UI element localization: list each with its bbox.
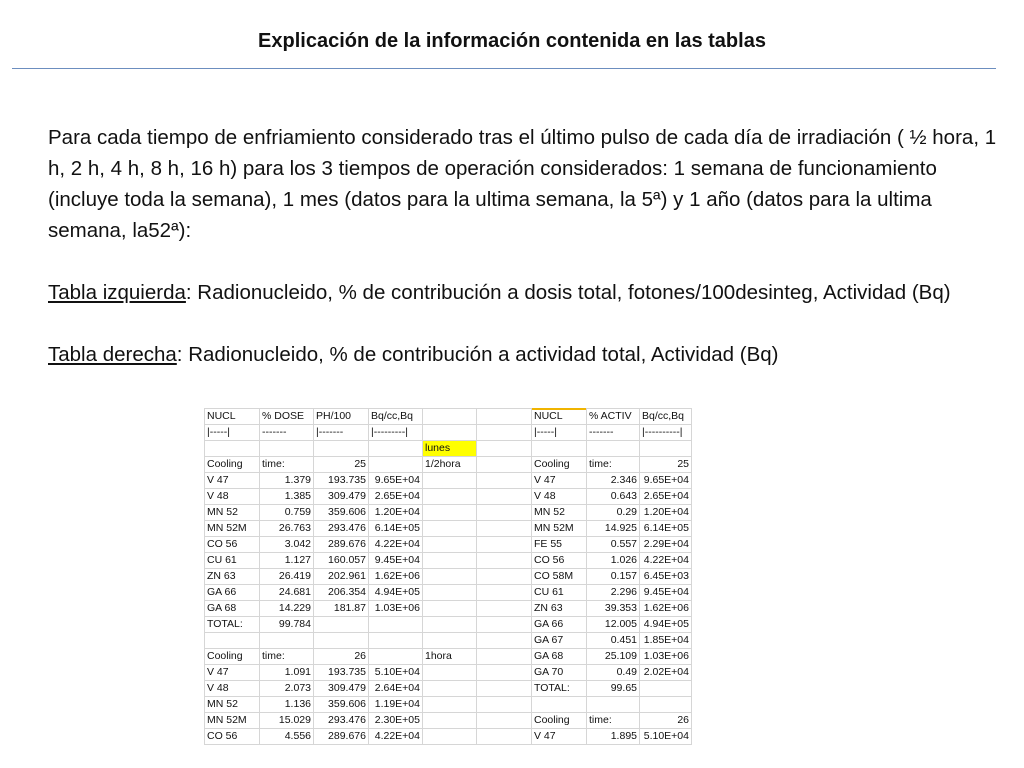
- table-cell: [477, 441, 532, 457]
- table-row: [205, 441, 692, 457]
- table-cell: [477, 633, 532, 649]
- table-cell: 0.157: [587, 569, 640, 585]
- table-cell: V 47: [532, 473, 587, 489]
- table-cell: [423, 521, 477, 537]
- table-cell: [205, 441, 260, 457]
- table-cell: 1.20E+04: [640, 505, 692, 521]
- table-row: [205, 665, 692, 681]
- table-row: [205, 585, 692, 601]
- table-cell: [640, 441, 692, 457]
- table-cell: V 48: [532, 489, 587, 505]
- title-divider: [12, 68, 996, 69]
- table-cell: [640, 697, 692, 713]
- spreadsheet-table: [204, 408, 692, 745]
- table-cell: 6.14E+05: [640, 521, 692, 537]
- table-cell: [423, 633, 477, 649]
- table-cell: [369, 457, 423, 473]
- table-cell: 5.10E+04: [369, 665, 423, 681]
- table-cell: PH/100: [314, 409, 369, 425]
- table-row: [205, 729, 692, 745]
- table-cell: |-------: [314, 425, 369, 441]
- table-cell: [423, 729, 477, 745]
- table-cell: [423, 697, 477, 713]
- table-cell: [477, 681, 532, 697]
- table-cell: 25: [640, 457, 692, 473]
- table-cell: time:: [260, 457, 314, 473]
- table-cell: [477, 537, 532, 553]
- table-cell: |---------|: [369, 425, 423, 441]
- table-cell: 26.419: [260, 569, 314, 585]
- table-cell: 289.676: [314, 537, 369, 553]
- table-cell: 2.02E+04: [640, 665, 692, 681]
- table-cell: [477, 729, 532, 745]
- table-cell: time:: [587, 713, 640, 729]
- table-cell: MN 52M: [205, 521, 260, 537]
- table-cell: 293.476: [314, 521, 369, 537]
- table-cell: 1.62E+06: [369, 569, 423, 585]
- table-cell: 2.30E+05: [369, 713, 423, 729]
- table-cell: 14.925: [587, 521, 640, 537]
- table-cell: |-----|: [532, 425, 587, 441]
- table-cell: 15.029: [260, 713, 314, 729]
- table-cell: 1.62E+06: [640, 601, 692, 617]
- table-cell: 1.03E+06: [640, 649, 692, 665]
- table-cell: 2.65E+04: [369, 489, 423, 505]
- table-cell: 99.784: [260, 617, 314, 633]
- table-cell: 0.643: [587, 489, 640, 505]
- table-cell: [423, 537, 477, 553]
- table-cell: [477, 665, 532, 681]
- selected-column-marker: [532, 408, 586, 410]
- table-cell: V 47: [205, 473, 260, 489]
- table-cell: 1.026: [587, 553, 640, 569]
- right-table-description: [48, 339, 1008, 370]
- table-row: [205, 489, 692, 505]
- table-cell: MN 52: [532, 505, 587, 521]
- table-cell: 1.385: [260, 489, 314, 505]
- table-cell: MN 52: [205, 505, 260, 521]
- table-cell: [260, 441, 314, 457]
- table-cell: [477, 553, 532, 569]
- table-cell: time:: [260, 649, 314, 665]
- table-cell: 2.296: [587, 585, 640, 601]
- table-cell: % ACTIV: [587, 409, 640, 425]
- table-cell: 0.759: [260, 505, 314, 521]
- table-cell: [423, 505, 477, 521]
- table-cell: 1hora: [423, 649, 477, 665]
- table-cell: NUCL: [205, 409, 260, 425]
- table-cell: 4.556: [260, 729, 314, 745]
- table-cell: MN 52M: [532, 521, 587, 537]
- table-cell: 359.606: [314, 697, 369, 713]
- table-cell: 0.49: [587, 665, 640, 681]
- table-row: [205, 697, 692, 713]
- left-table-text: : Radionucleido, % de contribución a dosis total, fotones/100desinteg, Actividad (Bq): [185, 281, 951, 304]
- table-cell: [423, 713, 477, 729]
- table-cell: MN 52: [205, 697, 260, 713]
- table-cell: 9.65E+04: [369, 473, 423, 489]
- table-cell: 9.65E+04: [640, 473, 692, 489]
- table-cell: [314, 633, 369, 649]
- table-cell: 2.29E+04: [640, 537, 692, 553]
- table-cell: 293.476: [314, 713, 369, 729]
- slide-title: Explicación de la información contenida en las tablas: [258, 30, 766, 52]
- table-cell: 4.94E+05: [369, 585, 423, 601]
- table-row: [205, 425, 692, 441]
- table-cell: 99.65: [587, 681, 640, 697]
- table-cell: GA 68: [205, 601, 260, 617]
- table-cell: V 48: [205, 681, 260, 697]
- table-cell: 309.479: [314, 681, 369, 697]
- table-row: [205, 681, 692, 697]
- table-cell: ZN 63: [532, 601, 587, 617]
- table-cell: V 48: [205, 489, 260, 505]
- table-cell: GA 66: [205, 585, 260, 601]
- table-row: [205, 457, 692, 473]
- table-cell: 24.681: [260, 585, 314, 601]
- table-cell: 1.091: [260, 665, 314, 681]
- table-cell: [477, 601, 532, 617]
- table-cell: 2.346: [587, 473, 640, 489]
- table-cell: 1.20E+04: [369, 505, 423, 521]
- table-cell: 0.451: [587, 633, 640, 649]
- table-cell: CO 56: [532, 553, 587, 569]
- right-table-label: Tabla derecha: [48, 343, 177, 366]
- table-cell: GA 66: [532, 617, 587, 633]
- table-row: [205, 713, 692, 729]
- table-cell: [369, 441, 423, 457]
- table-cell: 1.127: [260, 553, 314, 569]
- table-cell: V 47: [205, 665, 260, 681]
- table-cell: 0.29: [587, 505, 640, 521]
- table-cell: Cooling: [532, 713, 587, 729]
- table-cell: MN 52M: [205, 713, 260, 729]
- table-cell: [423, 617, 477, 633]
- table-cell: 9.45E+04: [369, 553, 423, 569]
- table-cell: |----------|: [640, 425, 692, 441]
- table-cell: Bq/cc,Bq: [369, 409, 423, 425]
- table-cell: 6.14E+05: [369, 521, 423, 537]
- table-cell: 9.45E+04: [640, 585, 692, 601]
- table-cell: [423, 425, 477, 441]
- table-cell: |-----|: [205, 425, 260, 441]
- table-cell: [477, 697, 532, 713]
- table-cell: 3.042: [260, 537, 314, 553]
- table-cell: 26.763: [260, 521, 314, 537]
- table-cell: Cooling: [205, 649, 260, 665]
- table-cell: [532, 441, 587, 457]
- table-cell: [477, 409, 532, 425]
- table-cell: 0.557: [587, 537, 640, 553]
- table-cell: 359.606: [314, 505, 369, 521]
- table-cell: [423, 681, 477, 697]
- table-cell: [477, 425, 532, 441]
- table-row: [205, 649, 692, 665]
- table-cell: [477, 521, 532, 537]
- table-cell: 39.353: [587, 601, 640, 617]
- table-cell: CU 61: [205, 553, 260, 569]
- table-cell: [532, 697, 587, 713]
- table-cell: [477, 473, 532, 489]
- table-cell: [423, 489, 477, 505]
- table-cell: Bq/cc,Bq: [640, 409, 692, 425]
- left-table-label: Tabla izquierda: [48, 281, 186, 304]
- table-row: [205, 521, 692, 537]
- left-table-description: [48, 277, 1008, 308]
- table-cell: 4.22E+04: [369, 729, 423, 745]
- table-cell: 160.057: [314, 553, 369, 569]
- table-cell: [423, 553, 477, 569]
- table-cell: CO 56: [205, 537, 260, 553]
- table-row: [205, 601, 692, 617]
- right-table-text: : Radionucleido, % de contribución a actividad total, Actividad (Bq): [176, 343, 779, 366]
- table-cell: [587, 441, 640, 457]
- table-cell: 309.479: [314, 489, 369, 505]
- table-row: [205, 537, 692, 553]
- table-cell: 1/2hora: [423, 457, 477, 473]
- table-cell: [587, 697, 640, 713]
- table-cell: 2.64E+04: [369, 681, 423, 697]
- table-cell: GA 67: [532, 633, 587, 649]
- table-cell: 1.03E+06: [369, 601, 423, 617]
- table-cell: 2.65E+04: [640, 489, 692, 505]
- table-cell: [477, 713, 532, 729]
- table-cell: FE 55: [532, 537, 587, 553]
- table-cell: [314, 441, 369, 457]
- table-cell: Cooling: [532, 457, 587, 473]
- table-cell: [477, 505, 532, 521]
- table-cell: 2.073: [260, 681, 314, 697]
- table-cell: CO 56: [205, 729, 260, 745]
- table-cell: 12.005: [587, 617, 640, 633]
- table-cell: CO 58M: [532, 569, 587, 585]
- table-cell: 1.19E+04: [369, 697, 423, 713]
- table-cell: -------: [260, 425, 314, 441]
- table-cell: [423, 569, 477, 585]
- table-cell: [423, 409, 477, 425]
- table-cell: [369, 617, 423, 633]
- table-row: [205, 505, 692, 521]
- table-cell: [369, 649, 423, 665]
- table-cell: GA 70: [532, 665, 587, 681]
- table-cell: 202.961: [314, 569, 369, 585]
- table-cell: [477, 617, 532, 633]
- table-cell: ZN 63: [205, 569, 260, 585]
- table-cell: [477, 585, 532, 601]
- table-cell: [423, 585, 477, 601]
- table-cell: [640, 681, 692, 697]
- table-row: [205, 473, 692, 489]
- table-row: [205, 409, 692, 425]
- table-cell: 289.676: [314, 729, 369, 745]
- table-row: [205, 633, 692, 649]
- table-cell: 26: [640, 713, 692, 729]
- table-cell: [477, 489, 532, 505]
- table-cell: 1.85E+04: [640, 633, 692, 649]
- table-cell: GA 68: [532, 649, 587, 665]
- table-cell: TOTAL:: [532, 681, 587, 697]
- spreadsheet-screenshot: [204, 408, 787, 758]
- intro-paragraph: Para cada tiempo de enfriamiento considerado tras el último pulso de cada día de irradiación ( ½ hora, 1 h, 2 h, 4 h, 8 h, 16 h) para los 3 tiempos de operación considerados: 1 semana de funcionamiento (incluye toda la semana), 1 mes (datos para la ultima semana, la 5ª) y 1 año (datos para la ultima semana, la52ª):: [48, 126, 997, 242]
- table-cell: [260, 633, 314, 649]
- table-row: [205, 553, 692, 569]
- table-cell: 26: [314, 649, 369, 665]
- table-cell: NUCL: [532, 409, 587, 425]
- table-cell: [477, 649, 532, 665]
- table-cell: [477, 569, 532, 585]
- table-cell: -------: [587, 425, 640, 441]
- table-cell: 4.94E+05: [640, 617, 692, 633]
- table-cell: 193.735: [314, 473, 369, 489]
- table-cell: [423, 473, 477, 489]
- table-cell: [423, 665, 477, 681]
- table-cell: 6.45E+03: [640, 569, 692, 585]
- table-cell: 4.22E+04: [369, 537, 423, 553]
- table-cell: Cooling: [205, 457, 260, 473]
- table-row: [205, 569, 692, 585]
- table-cell: TOTAL:: [205, 617, 260, 633]
- table-cell: 206.354: [314, 585, 369, 601]
- table-cell: 1.895: [587, 729, 640, 745]
- table-cell: 193.735: [314, 665, 369, 681]
- table-cell: [205, 633, 260, 649]
- table-cell: 25.109: [587, 649, 640, 665]
- table-cell: 1.379: [260, 473, 314, 489]
- table-cell: 4.22E+04: [640, 553, 692, 569]
- table-cell: 5.10E+04: [640, 729, 692, 745]
- table-cell: CU 61: [532, 585, 587, 601]
- table-cell: [369, 633, 423, 649]
- explanation-text: [48, 122, 1008, 370]
- table-cell: 25: [314, 457, 369, 473]
- table-cell: 14.229: [260, 601, 314, 617]
- table-cell: [477, 457, 532, 473]
- table-cell: V 47: [532, 729, 587, 745]
- table-cell: 181.87: [314, 601, 369, 617]
- table-cell: % DOSE: [260, 409, 314, 425]
- table-cell: [314, 617, 369, 633]
- table-cell: lunes: [423, 441, 477, 457]
- table-cell: time:: [587, 457, 640, 473]
- table-row: [205, 617, 692, 633]
- table-cell: 1.136: [260, 697, 314, 713]
- table-cell: [423, 601, 477, 617]
